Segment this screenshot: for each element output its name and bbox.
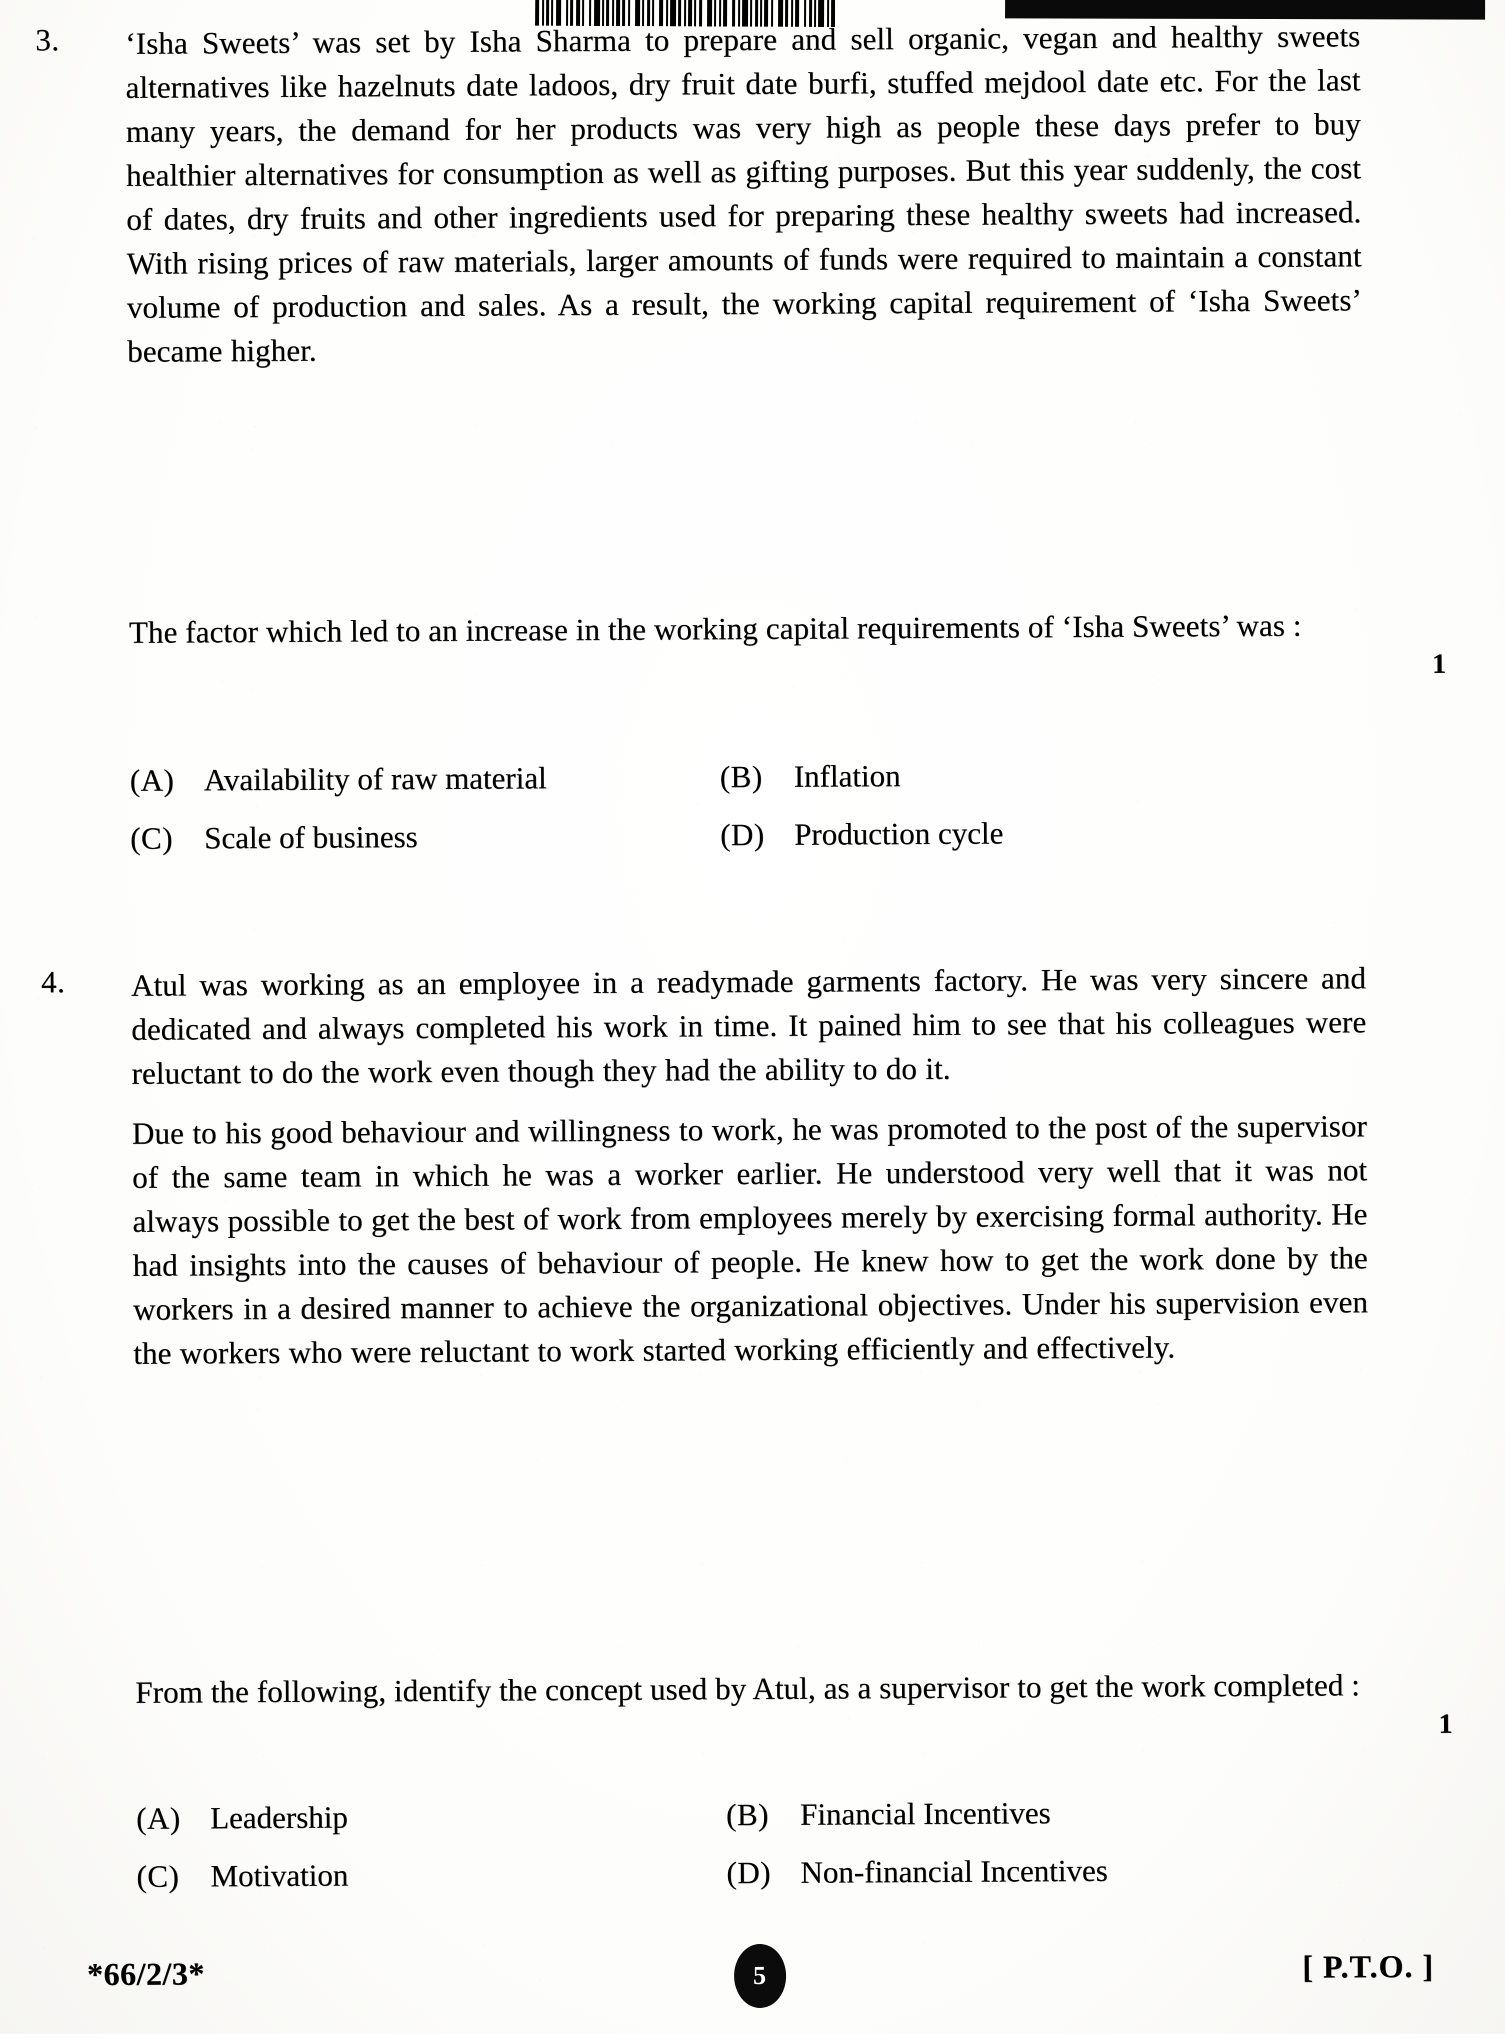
option-b[interactable] — [720, 752, 1320, 800]
option-a-letter: (A) — [136, 1800, 181, 1836]
option-a[interactable] — [130, 755, 720, 803]
option-row — [136, 1789, 1371, 1841]
option-b-text: Inflation — [793, 758, 901, 794]
question-4-stem-block — [5, 1660, 1505, 1740]
option-c[interactable] — [130, 813, 720, 861]
option-b-text: Financial Incentives — [800, 1795, 1051, 1832]
option-a[interactable] — [136, 1793, 726, 1841]
option-c-text: Motivation — [210, 1857, 349, 1894]
option-row — [130, 751, 1365, 803]
option-a-text: Availability of raw material — [203, 760, 547, 798]
question-3-marks: 1 — [1432, 648, 1447, 680]
option-c-letter: (C) — [136, 1858, 180, 1894]
question-4-stem-wrap — [135, 1661, 1370, 1716]
question-4-passage-1: Atul was working as an employee in a readymade garments factory. He was very sincere and dedicated and always completed his work in time. It pained him to see that his colleagues were reluctant to do the work even though they had the ability to do it. — [130, 960, 1367, 1091]
question-4-marks: 1 — [1438, 1708, 1453, 1740]
option-row — [136, 1847, 1371, 1899]
option-b[interactable] — [726, 1790, 1326, 1838]
option-b-letter: (B) — [719, 758, 763, 795]
option-a-text: Leadership — [210, 1799, 348, 1836]
question-3-number: 3. — [35, 22, 60, 58]
option-d[interactable] — [720, 810, 1320, 858]
option-d-text: Production cycle — [794, 815, 1004, 852]
page-footer — [7, 1939, 1505, 2018]
option-d-text: Non-financial Incentives — [800, 1852, 1108, 1890]
question-3-options — [130, 751, 1366, 875]
question-4-number: 4. — [40, 964, 66, 1000]
option-c-text: Scale of business — [204, 819, 418, 856]
question-3-stem: The factor which led to an increase in the working capital requirements of ‘Isha Sweets’ was : — [128, 607, 1302, 650]
question-4-body — [131, 956, 1369, 1392]
option-d-letter: (D) — [720, 816, 765, 853]
question-4-passage-2: Due to his good behaviour and willingness to work, he was promoted to the post of the supervisor of the same team in which he was a worker earlier. He understood very well that it was not always possible to get the best of work from employees merely by exercising formal authority. He had insights into the causes of behaviour of people. He knew how to get the work done by the workers in a desired manner to achieve the organizational objectives. Under his supervision even the workers who were reluctant to work started working efficiently and effectively. — [131, 1108, 1369, 1371]
question-3-stem-block — [0, 600, 1504, 680]
question-4-options — [136, 1789, 1372, 1913]
option-c-letter: (C) — [130, 820, 174, 856]
question-3-body — [125, 14, 1362, 390]
pto-label: [ P.T.O. ] — [1302, 1947, 1435, 1985]
option-row — [130, 809, 1365, 861]
question-4 — [1, 955, 1505, 1371]
paper-code: *66/2/3* — [86, 1955, 205, 1993]
option-b-letter: (B) — [726, 1796, 770, 1833]
option-d-letter: (D) — [726, 1854, 772, 1891]
option-a-letter: (A) — [129, 762, 175, 798]
page-number-badge: 5 — [733, 1944, 785, 2008]
question-3-passage: ‘Isha Sweets’ was set by Isha Sharma to prepare and sell organic, vegan and healthy sweets alternatives like hazelnuts date ladoos, dry fruit date burfi, stuffed mejdool date etc. For the last many years, the demand for her products was very high as people these days prefer to buy healthier alternatives for consumption as well as gifting purposes. But this year suddenly, the cost of dates, dry fruits and other ingredients used for preparing these healthy sweets had increased. With rising prices of raw materials, larger amounts of funds were required to maintain a constant volume of production and sales. As a result, the working capital requirement of ‘Isha Sweets’ became higher. — [125, 18, 1362, 369]
question-3-stem-wrap — [129, 601, 1364, 656]
option-c[interactable] — [136, 1851, 726, 1899]
question-4-stem: From the following, identify the concept used by Atul, as a supervisor to get the work completed : — [135, 1667, 1361, 1710]
option-d[interactable] — [726, 1848, 1326, 1896]
